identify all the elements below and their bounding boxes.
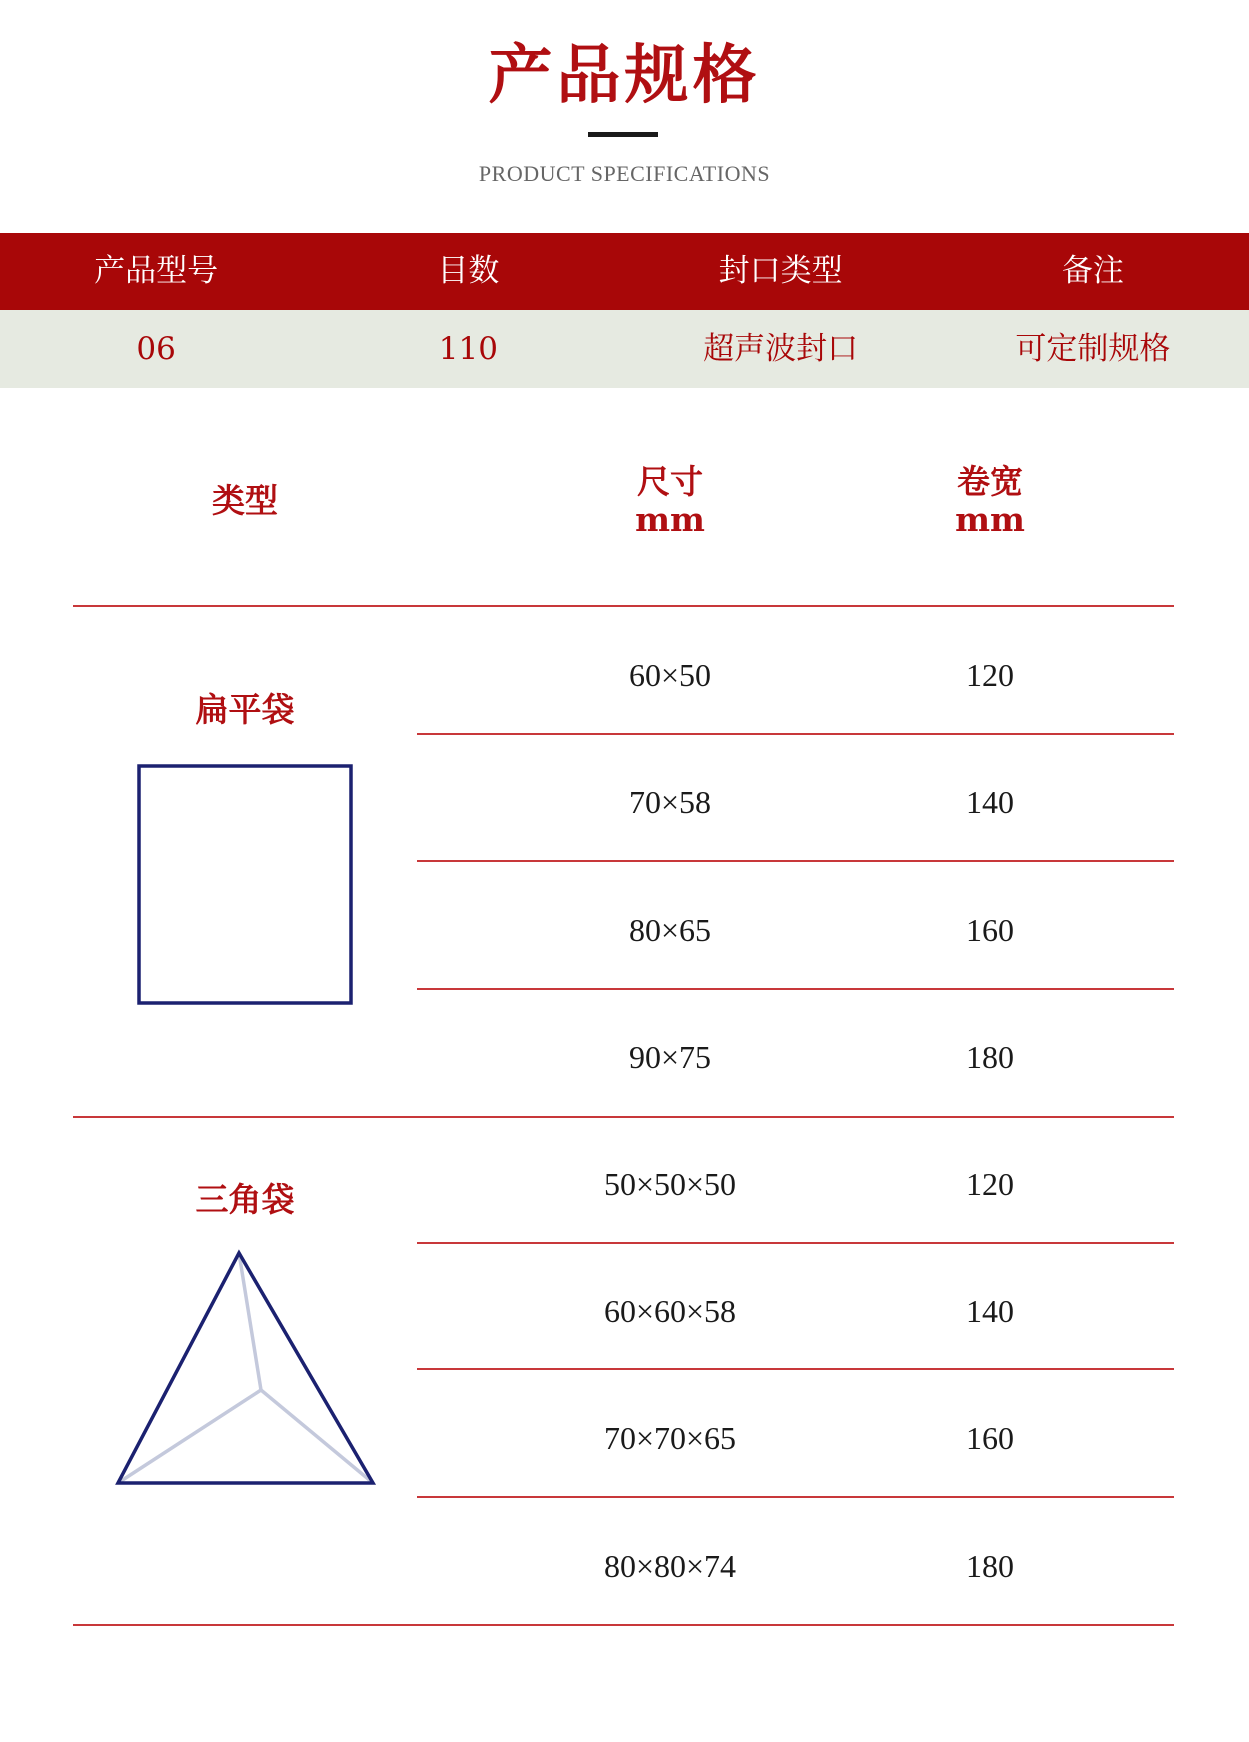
title-underline	[588, 132, 658, 137]
triangle-size-4: 80×80×74	[603, 1548, 737, 1584]
flat-bag-label: 扁平袋	[195, 690, 295, 729]
row-rule	[417, 1496, 1174, 1498]
row-rule	[417, 1242, 1174, 1244]
size-header-size	[580, 463, 760, 539]
triangle-roll-width-3: 160	[966, 1420, 1014, 1456]
flat-roll-width-4: 180	[966, 1039, 1014, 1075]
triangle-roll-width-2: 140	[966, 1293, 1014, 1329]
flat-size-4: 90×75	[628, 1039, 712, 1075]
triangle-roll-width-4: 180	[966, 1548, 1014, 1584]
triangle-bag-label: 三角袋	[195, 1180, 295, 1219]
spec-header-row	[0, 233, 1249, 310]
size-header-label: 尺寸	[637, 462, 703, 501]
spec-header-seal: 封口类型	[718, 253, 843, 289]
flat-size-1: 60×50	[628, 657, 712, 693]
triangle-roll-width-1: 120	[966, 1166, 1014, 1202]
flat-roll-width-2: 140	[966, 784, 1014, 820]
table-top-rule	[73, 605, 1174, 607]
roll-width-header-label: 卷宽	[957, 462, 1023, 501]
row-rule	[417, 733, 1174, 735]
flat-roll-width-1: 120	[966, 657, 1014, 693]
flat-bag-icon	[136, 763, 354, 1006]
spec-value-row	[0, 310, 1249, 388]
spec-value-mesh: 110	[438, 330, 498, 367]
triangle-size-1: 50×50×50	[603, 1166, 737, 1202]
triangle-size-2: 60×60×58	[603, 1293, 737, 1329]
row-rule	[417, 1368, 1174, 1370]
row-rule	[417, 988, 1174, 990]
triangle-size-3: 70×70×65	[603, 1420, 737, 1456]
spec-value-model: 06	[136, 330, 176, 367]
spec-header-mesh: 目数	[437, 253, 500, 289]
spec-header-model: 产品型号	[94, 253, 219, 289]
page-subtitle: PRODUCT SPECIFICATIONS	[478, 161, 771, 186]
spec-value-note: 可定制规格	[1015, 330, 1171, 367]
type-header-label: 类型	[212, 481, 278, 520]
roll-width-header-unit: mm	[955, 500, 1025, 539]
triangle-bag-icon	[113, 1248, 379, 1488]
table-bottom-rule	[73, 1624, 1174, 1626]
flat-size-2: 70×58	[628, 784, 712, 820]
spec-header-note: 备注	[1061, 253, 1124, 289]
flat-size-3: 80×65	[628, 912, 712, 948]
flat-roll-width-3: 160	[966, 912, 1014, 948]
group-divider-rule	[73, 1116, 1174, 1118]
spec-value-seal: 超声波封口	[703, 330, 859, 367]
size-header-type	[160, 482, 330, 520]
size-header-roll-width	[900, 463, 1080, 539]
size-header-unit: mm	[635, 500, 705, 539]
page-title: 产品规格	[488, 38, 761, 113]
row-rule	[417, 860, 1174, 862]
